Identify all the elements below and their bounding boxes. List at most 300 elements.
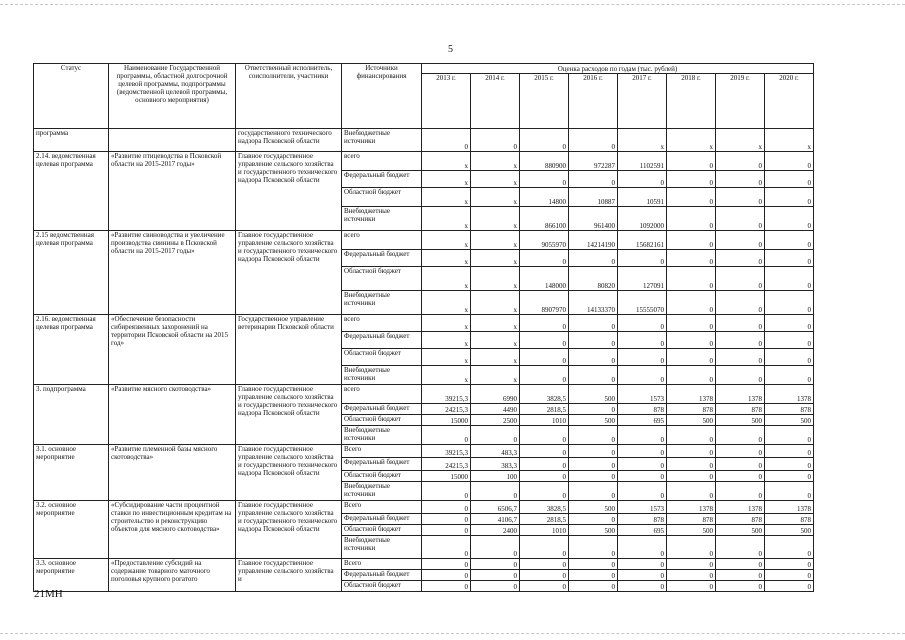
value-cell: 0	[520, 559, 569, 570]
value-cell: 0	[618, 171, 667, 188]
value-cell: 3828,5	[520, 385, 569, 404]
header-source: Источники финансирования	[342, 64, 422, 129]
value-cell: 0	[569, 445, 618, 458]
value-cell: 0	[422, 570, 471, 581]
value-cell: x	[765, 129, 814, 152]
value-cell: x	[471, 267, 520, 291]
value-cell: 0	[667, 458, 716, 471]
value-cell: 0	[569, 471, 618, 482]
funding-source: Внебюджетные источники	[342, 482, 422, 501]
block-status: 2.16. ведомственная целевая программа	[34, 315, 109, 385]
value-cell: x	[667, 129, 716, 152]
value-cell: 0	[667, 250, 716, 267]
funding-source: Федеральный бюджет	[342, 570, 422, 581]
value-cell: 500	[569, 415, 618, 426]
funding-source: всего	[342, 385, 422, 404]
funding-source: Федеральный бюджет	[342, 514, 422, 525]
value-cell: 878	[667, 514, 716, 525]
value-cell: x	[422, 231, 471, 250]
value-cell: 0	[765, 458, 814, 471]
block-status: 2.15 ведомственная целевая программа	[34, 231, 109, 315]
value-cell: 0	[422, 514, 471, 525]
block-name: «Развитие птицеводства в Псковской области на 2015-2017 годы»	[109, 152, 236, 231]
value-cell: 0	[569, 332, 618, 349]
value-cell: 0	[422, 559, 471, 570]
value-cell: 0	[667, 426, 716, 445]
value-cell: 0	[520, 426, 569, 445]
header-status: Статус	[34, 64, 109, 129]
funding-source: Федеральный бюджет	[342, 404, 422, 415]
value-cell: 0	[569, 570, 618, 581]
value-cell: 0	[569, 250, 618, 267]
funding-source: Внебюджетные источники	[342, 129, 422, 152]
value-cell: 0	[716, 581, 765, 592]
table-row	[34, 385, 814, 404]
value-cell: 500	[569, 385, 618, 404]
value-cell: 0	[471, 570, 520, 581]
value-cell: 0	[520, 129, 569, 152]
value-cell: 0	[569, 514, 618, 525]
value-cell: 0	[471, 536, 520, 559]
value-cell: 127091	[618, 267, 667, 291]
funding-source: Федеральный бюджет	[342, 250, 422, 267]
value-cell: x	[471, 366, 520, 385]
value-cell: 24215,3	[422, 458, 471, 471]
funding-source: Областной бюджет	[342, 415, 422, 426]
year-header: 2019 г.	[716, 74, 765, 129]
value-cell: 0	[716, 250, 765, 267]
funding-source: всего	[342, 315, 422, 332]
funding-source: Всего	[342, 501, 422, 514]
value-cell: 880900	[520, 152, 569, 171]
value-cell: 0	[667, 315, 716, 332]
value-cell: 878	[667, 404, 716, 415]
value-cell: 0	[765, 188, 814, 207]
value-cell: 0	[569, 536, 618, 559]
value-cell: x	[422, 291, 471, 315]
value-cell: 15682161	[618, 231, 667, 250]
value-cell: 0	[716, 445, 765, 458]
value-cell: 0	[765, 366, 814, 385]
value-cell: 0	[716, 231, 765, 250]
value-cell: 0	[667, 366, 716, 385]
value-cell: 1573	[618, 501, 667, 514]
value-cell: 2400	[471, 525, 520, 536]
value-cell: 0	[520, 471, 569, 482]
value-cell: 0	[520, 171, 569, 188]
value-cell: 1378	[716, 501, 765, 514]
year-header: 2014 г.	[471, 74, 520, 129]
funding-source: Областной бюджет	[342, 349, 422, 366]
year-header: 2013 г.	[422, 74, 471, 129]
block-responsible: Главное государственное управление сельского хозяйства и государственного технического надзора Псковской области	[236, 152, 342, 231]
value-cell: 0	[716, 536, 765, 559]
table-row	[34, 501, 814, 514]
block-responsible: Главное государственное управление сельского хозяйства и государственного технического надзора Псковской области	[236, 231, 342, 315]
value-cell: 0	[618, 536, 667, 559]
funding-source: Областной бюджет	[342, 471, 422, 482]
value-cell: 0	[520, 581, 569, 592]
value-cell: 878	[618, 404, 667, 415]
value-cell: 0	[716, 267, 765, 291]
value-cell: 0	[667, 188, 716, 207]
funding-source: Внебюджетные источники	[342, 426, 422, 445]
value-cell: 14800	[520, 188, 569, 207]
value-cell: 0	[618, 332, 667, 349]
value-cell: 0	[520, 250, 569, 267]
value-cell: 0	[471, 581, 520, 592]
block-status: программа	[34, 129, 109, 152]
value-cell: x	[716, 129, 765, 152]
value-cell: 0	[520, 366, 569, 385]
value-cell: 0	[618, 366, 667, 385]
document-code: 21МН	[34, 588, 63, 600]
value-cell: x	[422, 332, 471, 349]
value-cell: 0	[765, 581, 814, 592]
value-cell: 1378	[667, 501, 716, 514]
value-cell: 500	[765, 415, 814, 426]
header-responsible: Ответственный исполнитель, соисполнители, участники	[236, 64, 342, 129]
value-cell: x	[471, 207, 520, 231]
value-cell: 0	[716, 366, 765, 385]
value-cell: 39215,3	[422, 445, 471, 458]
table-row	[34, 231, 814, 250]
value-cell: 0	[716, 152, 765, 171]
funding-source: Всего	[342, 445, 422, 458]
value-cell: x	[422, 250, 471, 267]
block-status: 3.1. основное мероприятие	[34, 445, 109, 501]
value-cell: 0	[716, 426, 765, 445]
year-header: 2017 г.	[618, 74, 667, 129]
value-cell: 0	[520, 349, 569, 366]
value-cell: 1378	[765, 501, 814, 514]
value-cell: 0	[667, 536, 716, 559]
value-cell: 961400	[569, 207, 618, 231]
value-cell: 0	[667, 581, 716, 592]
value-cell: 0	[667, 332, 716, 349]
value-cell: 0	[667, 267, 716, 291]
block-status: 3.2. основное мероприятие	[34, 501, 109, 559]
value-cell: 0	[765, 332, 814, 349]
value-cell: x	[471, 332, 520, 349]
value-cell: 9055970	[520, 231, 569, 250]
value-cell: 0	[520, 445, 569, 458]
value-cell: 0	[520, 482, 569, 501]
value-cell: 483,3	[471, 445, 520, 458]
value-cell: x	[422, 171, 471, 188]
funding-source: Федеральный бюджет	[342, 332, 422, 349]
block-responsible: Главное государственное управление сельского хозяйства и	[236, 559, 342, 592]
value-cell: 0	[569, 458, 618, 471]
value-cell: 0	[569, 559, 618, 570]
year-header: 2018 г.	[667, 74, 716, 129]
value-cell: 0	[618, 581, 667, 592]
value-cell: 8907970	[520, 291, 569, 315]
value-cell: 0	[716, 207, 765, 231]
value-cell: x	[471, 188, 520, 207]
value-cell: x	[422, 315, 471, 332]
value-cell: 0	[618, 250, 667, 267]
value-cell: x	[422, 207, 471, 231]
value-cell: 0	[765, 536, 814, 559]
value-cell: x	[422, 267, 471, 291]
funding-source: всего	[342, 152, 422, 171]
value-cell: x	[471, 291, 520, 315]
block-responsible: Главное государственное управление сельского хозяйства и государственного технического надзора Псковской области	[236, 445, 342, 501]
block-name	[109, 129, 236, 152]
value-cell: 878	[765, 404, 814, 415]
value-cell: 878	[618, 514, 667, 525]
value-cell: 0	[667, 570, 716, 581]
value-cell: 383,3	[471, 458, 520, 471]
header-estimate: Оценка расходов по годам (тыс. рублей)	[422, 64, 814, 74]
value-cell: 695	[618, 415, 667, 426]
value-cell: 0	[422, 536, 471, 559]
value-cell: x	[618, 129, 667, 152]
table-row	[34, 129, 814, 152]
block-name: «Развитие свиноводства и увеличение производства свинины в Псковской области на 2015-2017 годы»	[109, 231, 236, 315]
value-cell: 1102591	[618, 152, 667, 171]
value-cell: x	[471, 315, 520, 332]
value-cell: 2500	[471, 415, 520, 426]
value-cell: x	[471, 152, 520, 171]
value-cell: x	[422, 366, 471, 385]
value-cell: 6506,7	[471, 501, 520, 514]
value-cell: 15000	[422, 415, 471, 426]
year-header: 2020 г.	[765, 74, 814, 129]
value-cell: 0	[569, 426, 618, 445]
value-cell: 0	[667, 171, 716, 188]
value-cell: x	[471, 349, 520, 366]
value-cell: 0	[667, 291, 716, 315]
funding-source: Внебюджетные источники	[342, 536, 422, 559]
scan-edge-bottom	[0, 633, 905, 635]
funding-source: Областной бюджет	[342, 188, 422, 207]
value-cell: 0	[618, 570, 667, 581]
budget-table	[33, 63, 814, 592]
value-cell: 0	[667, 471, 716, 482]
block-responsible: Государственное управление ветеринарии Псковской области	[236, 315, 342, 385]
value-cell: 0	[667, 207, 716, 231]
value-cell: 80820	[569, 267, 618, 291]
value-cell: 500	[716, 415, 765, 426]
value-cell: 866100	[520, 207, 569, 231]
page-number: 5	[448, 44, 453, 55]
value-cell: 0	[765, 349, 814, 366]
value-cell: 0	[422, 501, 471, 514]
value-cell: 0	[765, 471, 814, 482]
value-cell: 500	[667, 525, 716, 536]
value-cell: 0	[716, 315, 765, 332]
block-responsible: Главное государственное управление сельского хозяйства и государственного технического надзора Псковской области	[236, 385, 342, 445]
block-name: «Развитие племенной базы мясного скотоводства»	[109, 445, 236, 501]
value-cell: 0	[765, 291, 814, 315]
value-cell: 0	[667, 231, 716, 250]
value-cell: x	[422, 152, 471, 171]
table-row	[34, 152, 814, 171]
value-cell: 14214190	[569, 231, 618, 250]
value-cell: 0	[765, 426, 814, 445]
value-cell: 0	[765, 207, 814, 231]
value-cell: 0	[618, 349, 667, 366]
value-cell: 6990	[471, 385, 520, 404]
value-cell: 0	[618, 482, 667, 501]
funding-source: Федеральный бюджет	[342, 171, 422, 188]
value-cell: 0	[520, 315, 569, 332]
value-cell: 0	[422, 525, 471, 536]
value-cell: 0	[422, 426, 471, 445]
value-cell: 14133370	[569, 291, 618, 315]
value-cell: 0	[667, 559, 716, 570]
block-responsible: Главное государственное управление сельского хозяйства и государственного технического надзора Псковской области	[236, 501, 342, 559]
funding-source: Внебюджетные источники	[342, 207, 422, 231]
value-cell: 0	[569, 171, 618, 188]
value-cell: 0	[471, 426, 520, 445]
value-cell: 1378	[667, 385, 716, 404]
value-cell: 0	[765, 152, 814, 171]
value-cell: 4106,7	[471, 514, 520, 525]
value-cell: 878	[765, 514, 814, 525]
value-cell: 0	[520, 536, 569, 559]
block-name: «Развитие мясного скотоводства»	[109, 385, 236, 445]
value-cell: 500	[716, 525, 765, 536]
value-cell: 0	[618, 426, 667, 445]
value-cell: 500	[569, 501, 618, 514]
value-cell: 1378	[765, 385, 814, 404]
value-cell: x	[422, 349, 471, 366]
value-cell: 0	[716, 188, 765, 207]
table-row	[34, 559, 814, 570]
value-cell: 1010	[520, 415, 569, 426]
value-cell: 0	[716, 458, 765, 471]
value-cell: 0	[569, 315, 618, 332]
value-cell: 0	[569, 129, 618, 152]
value-cell: 0	[765, 250, 814, 267]
value-cell: 0	[765, 231, 814, 250]
value-cell: 972287	[569, 152, 618, 171]
value-cell: 0	[765, 482, 814, 501]
value-cell: 0	[471, 482, 520, 501]
value-cell: 0	[618, 458, 667, 471]
value-cell: 0	[716, 332, 765, 349]
funding-source: Внебюджетные источники	[342, 291, 422, 315]
value-cell: 0	[765, 445, 814, 458]
value-cell: 0	[716, 482, 765, 501]
value-cell: 0	[569, 482, 618, 501]
value-cell: 0	[716, 291, 765, 315]
value-cell: x	[422, 188, 471, 207]
value-cell: 0	[765, 267, 814, 291]
value-cell: 24215,3	[422, 404, 471, 415]
value-cell: 0	[618, 559, 667, 570]
value-cell: 39215,3	[422, 385, 471, 404]
value-cell: 878	[716, 514, 765, 525]
value-cell: 0	[716, 471, 765, 482]
value-cell: 0	[471, 129, 520, 152]
value-cell: 0	[716, 570, 765, 581]
value-cell: 0	[765, 570, 814, 581]
value-cell: 500	[667, 415, 716, 426]
value-cell: 0	[667, 445, 716, 458]
scan-edge-top	[0, 4, 905, 6]
value-cell: 10591	[618, 188, 667, 207]
year-header: 2015 г.	[520, 74, 569, 129]
value-cell: 0	[471, 559, 520, 570]
funding-source: Областной бюджет	[342, 525, 422, 536]
table-row	[34, 445, 814, 458]
value-cell: 0	[569, 366, 618, 385]
header-name: Наименование Государственной программы, областной долгосрочной целевой программы, подпрограммы (ведомственной целевой программы, основного мероприятия)	[109, 64, 236, 129]
value-cell: 0	[422, 129, 471, 152]
value-cell: 0	[765, 171, 814, 188]
value-cell: 695	[618, 525, 667, 536]
value-cell: 500	[569, 525, 618, 536]
funding-source: Областной бюджет	[342, 267, 422, 291]
value-cell: 0	[667, 349, 716, 366]
funding-source: всего	[342, 231, 422, 250]
value-cell: 148000	[520, 267, 569, 291]
value-cell: 0	[422, 482, 471, 501]
block-responsible: государственного технического надзора Псковской области	[236, 129, 342, 152]
value-cell: 0	[618, 471, 667, 482]
funding-source: Областной бюджет	[342, 581, 422, 592]
value-cell: 0	[520, 332, 569, 349]
value-cell: 0	[667, 482, 716, 501]
funding-source: Всего	[342, 559, 422, 570]
value-cell: 4490	[471, 404, 520, 415]
value-cell: 0	[618, 445, 667, 458]
value-cell: 10887	[569, 188, 618, 207]
table-row	[34, 315, 814, 332]
block-status: 2.14. ведомственная целевая программа	[34, 152, 109, 231]
value-cell: 1092000	[618, 207, 667, 231]
value-cell: 1573	[618, 385, 667, 404]
value-cell: 1010	[520, 525, 569, 536]
table-body	[34, 129, 814, 592]
value-cell: 0	[716, 349, 765, 366]
value-cell: 0	[667, 152, 716, 171]
value-cell: 100	[471, 471, 520, 482]
value-cell: 0	[569, 404, 618, 415]
value-cell: 500	[765, 525, 814, 536]
block-status: 3.3. основное мероприятие	[34, 559, 109, 592]
value-cell: 0	[716, 559, 765, 570]
block-name: «Обеспечение безопасности сибиреязвенных захоронений на территории Псковской области на 2015 год»	[109, 315, 236, 385]
value-cell: x	[471, 171, 520, 188]
value-cell: x	[471, 231, 520, 250]
value-cell: 0	[716, 171, 765, 188]
value-cell: 2818,5	[520, 404, 569, 415]
value-cell: 878	[716, 404, 765, 415]
block-status: 3. подпрограмма	[34, 385, 109, 445]
value-cell: 15555070	[618, 291, 667, 315]
year-header: 2016 г.	[569, 74, 618, 129]
header-row	[34, 64, 814, 74]
value-cell: 15000	[422, 471, 471, 482]
value-cell: 0	[569, 581, 618, 592]
value-cell: 0	[765, 559, 814, 570]
value-cell: 3828,5	[520, 501, 569, 514]
block-name: «Субсидирование части процентной ставки по инвестиционным кредитам на строительство и реконструкцию объектов для мясного скотоводства»	[109, 501, 236, 559]
block-name: «Предоставление субсидий на содержание товарного маточного поголовья крупного рогатого	[109, 559, 236, 592]
value-cell: 1378	[716, 385, 765, 404]
value-cell: 0	[422, 581, 471, 592]
value-cell: 0	[765, 315, 814, 332]
value-cell: 0	[520, 570, 569, 581]
value-cell: 0	[520, 458, 569, 471]
funding-source: Федеральный бюджет	[342, 458, 422, 471]
value-cell: 2818,5	[520, 514, 569, 525]
